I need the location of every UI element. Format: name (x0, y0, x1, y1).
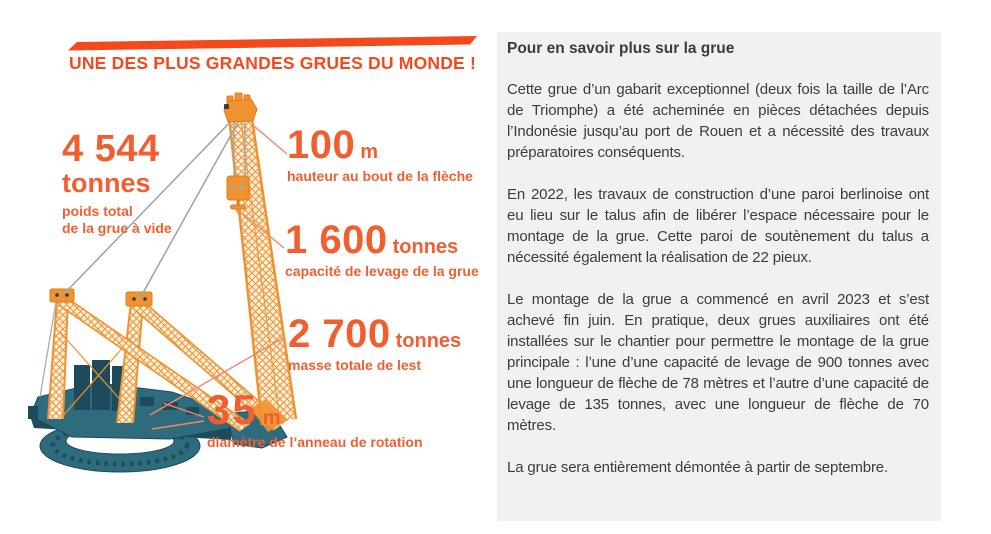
stat-caption: hauteur au bout de la flèche (287, 167, 473, 184)
stat-value: 35 (207, 386, 258, 433)
stat-unit: m (360, 141, 379, 163)
stat-unit: tonnes (62, 167, 151, 198)
boom-tip (224, 93, 257, 122)
stat-unit: m (262, 407, 281, 429)
stat-total-weight (62, 128, 172, 237)
stat-caption: poids total de la grue à vide (62, 202, 172, 236)
stat-ballast-mass (288, 312, 462, 374)
stat-unit: tonnes (395, 330, 462, 352)
panel-paragraph: La grue sera entièrement démontée à partir de septembre. (507, 459, 888, 476)
stat-value: 1 600 (285, 218, 388, 262)
info-panel (497, 32, 941, 521)
stat-value: 100 (287, 123, 356, 167)
panel-title: Pour en savoir plus sur la grue (507, 40, 735, 57)
stat-caption: diamètre de l’anneau de rotation (207, 433, 423, 450)
stat-unit: tonnes (392, 236, 459, 258)
stat-ring-diameter (207, 386, 423, 451)
stat-caption: capacité de levage de la grue (285, 262, 479, 279)
panel-paragraph: Le montage de la grue a commencé en avril 2023 et s’est achevé fin juin. En pratique, deux grues auxiliaires ont été installées sur le chantier pour permettre le montage de la grue principale : l’une d’une capacité de levage de 900 tonnes avec une longueur de flèche de 78 mètres et l’autre d’une capacité de levage de 135 tonnes, avec une longueur de flèche de 70 mètres. (507, 291, 929, 434)
stat-value: 2 700 (288, 312, 391, 356)
stat-caption: masse totale de lest (288, 356, 422, 373)
stat-lifting-capacity (285, 218, 479, 280)
stat-boom-height (287, 123, 473, 185)
panel-paragraph: En 2022, les travaux de construction d’une paroi berlinoise ont eu lieu sur le talus afin de libérer l’espace nécessaire pour le montage de la grue. Cette paroi de soutènement du talus a nécessité également la réalisation de 22 pieux. (507, 186, 929, 266)
panel-paragraph: Cette grue d’un gabarit exceptionnel (deux fois la taille de l’Arc de Triomphe) a été acheminée en pièces détachées depuis l’Indonésie jusqu’au port de Rouen et a nécessité des travaux préparatoires conséquents. (507, 81, 929, 161)
stat-value: 4 544 (62, 128, 160, 170)
title-underline-bar (68, 36, 477, 51)
infographic-title: UNE DES PLUS GRANDES GRUES DU MONDE ! (69, 53, 477, 73)
